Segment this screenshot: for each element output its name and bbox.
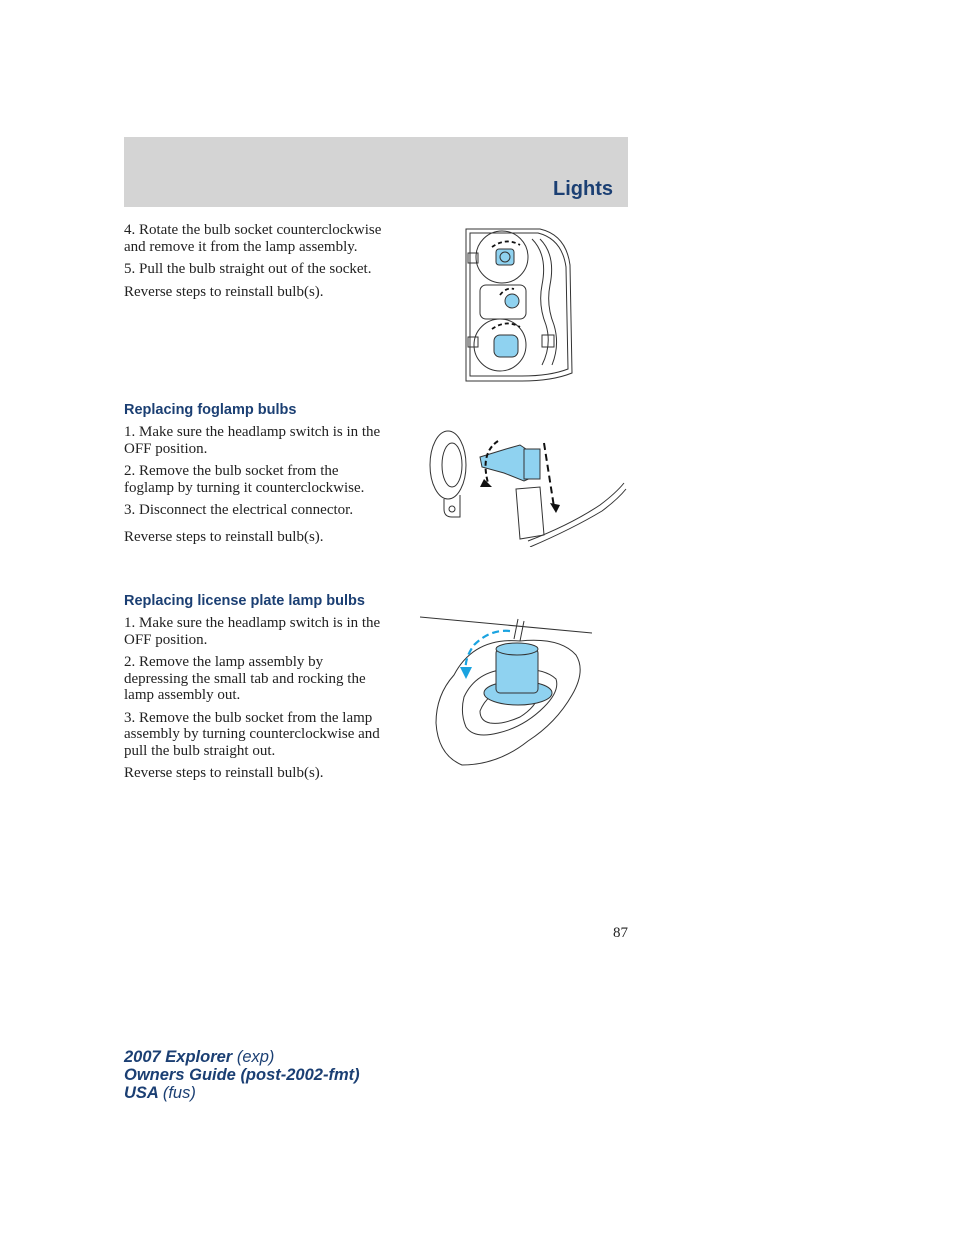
license-plate-lamp-illustration: [420, 615, 592, 773]
section-title: Lights: [553, 178, 613, 200]
footer-model: 2007 Explorer: [124, 1048, 233, 1066]
license-plate-heading: Replacing license plate lamp bulbs: [124, 593, 365, 609]
footer-guide: Owners Guide (post-2002-fmt): [124, 1066, 360, 1084]
step-4: 4. Rotate the bulb socket counterclockwise and remove it from the lamp assembly.: [124, 222, 382, 255]
foglamp-steps: [124, 402, 386, 551]
bulb-socket-steps: [124, 222, 386, 306]
section-header: [124, 137, 628, 207]
foglamp-heading: Replacing foglamp bulbs: [124, 402, 297, 418]
license-plate-steps: [124, 593, 386, 788]
foglamp-step-2: 2. Remove the bulb socket from the foglamp by turning it counterclockwise.: [124, 463, 365, 496]
license-step-1: 1. Make sure the headlamp switch is in the OFF position.: [124, 615, 381, 648]
reverse-note: Reverse steps to reinstall bulb(s).: [124, 283, 324, 300]
footer-line-2: [124, 1066, 360, 1084]
footer-line-1: [124, 1048, 360, 1066]
footer-line-3: [124, 1084, 360, 1102]
tail-lamp-illustration: [462, 225, 574, 383]
foglamp-step-3: 3. Disconnect the electrical connector.: [124, 502, 354, 518]
foglamp-illustration: [420, 425, 630, 547]
page-number: 87: [613, 925, 628, 941]
footer-market-code: (fus): [162, 1084, 196, 1102]
license-step-2: 2. Remove the lamp assembly by depressing the small tab and rocking the lamp assembly out.: [124, 654, 366, 703]
footer-market: USA: [124, 1084, 159, 1102]
step-5: 5. Pull the bulb straight out of the socket.: [124, 261, 372, 277]
license-reverse-note: Reverse steps to reinstall bulb(s).: [124, 765, 324, 781]
foglamp-reverse-note: Reverse steps to reinstall bulb(s).: [124, 528, 324, 545]
document-footer: [124, 1048, 360, 1102]
license-step-3: 3. Remove the bulb socket from the lamp assembly by turning counterclockwise and pull the bulb straight out.: [124, 709, 380, 759]
footer-model-code: (exp): [236, 1048, 275, 1066]
foglamp-step-1: 1. Make sure the headlamp switch is in the OFF position.: [124, 424, 381, 457]
